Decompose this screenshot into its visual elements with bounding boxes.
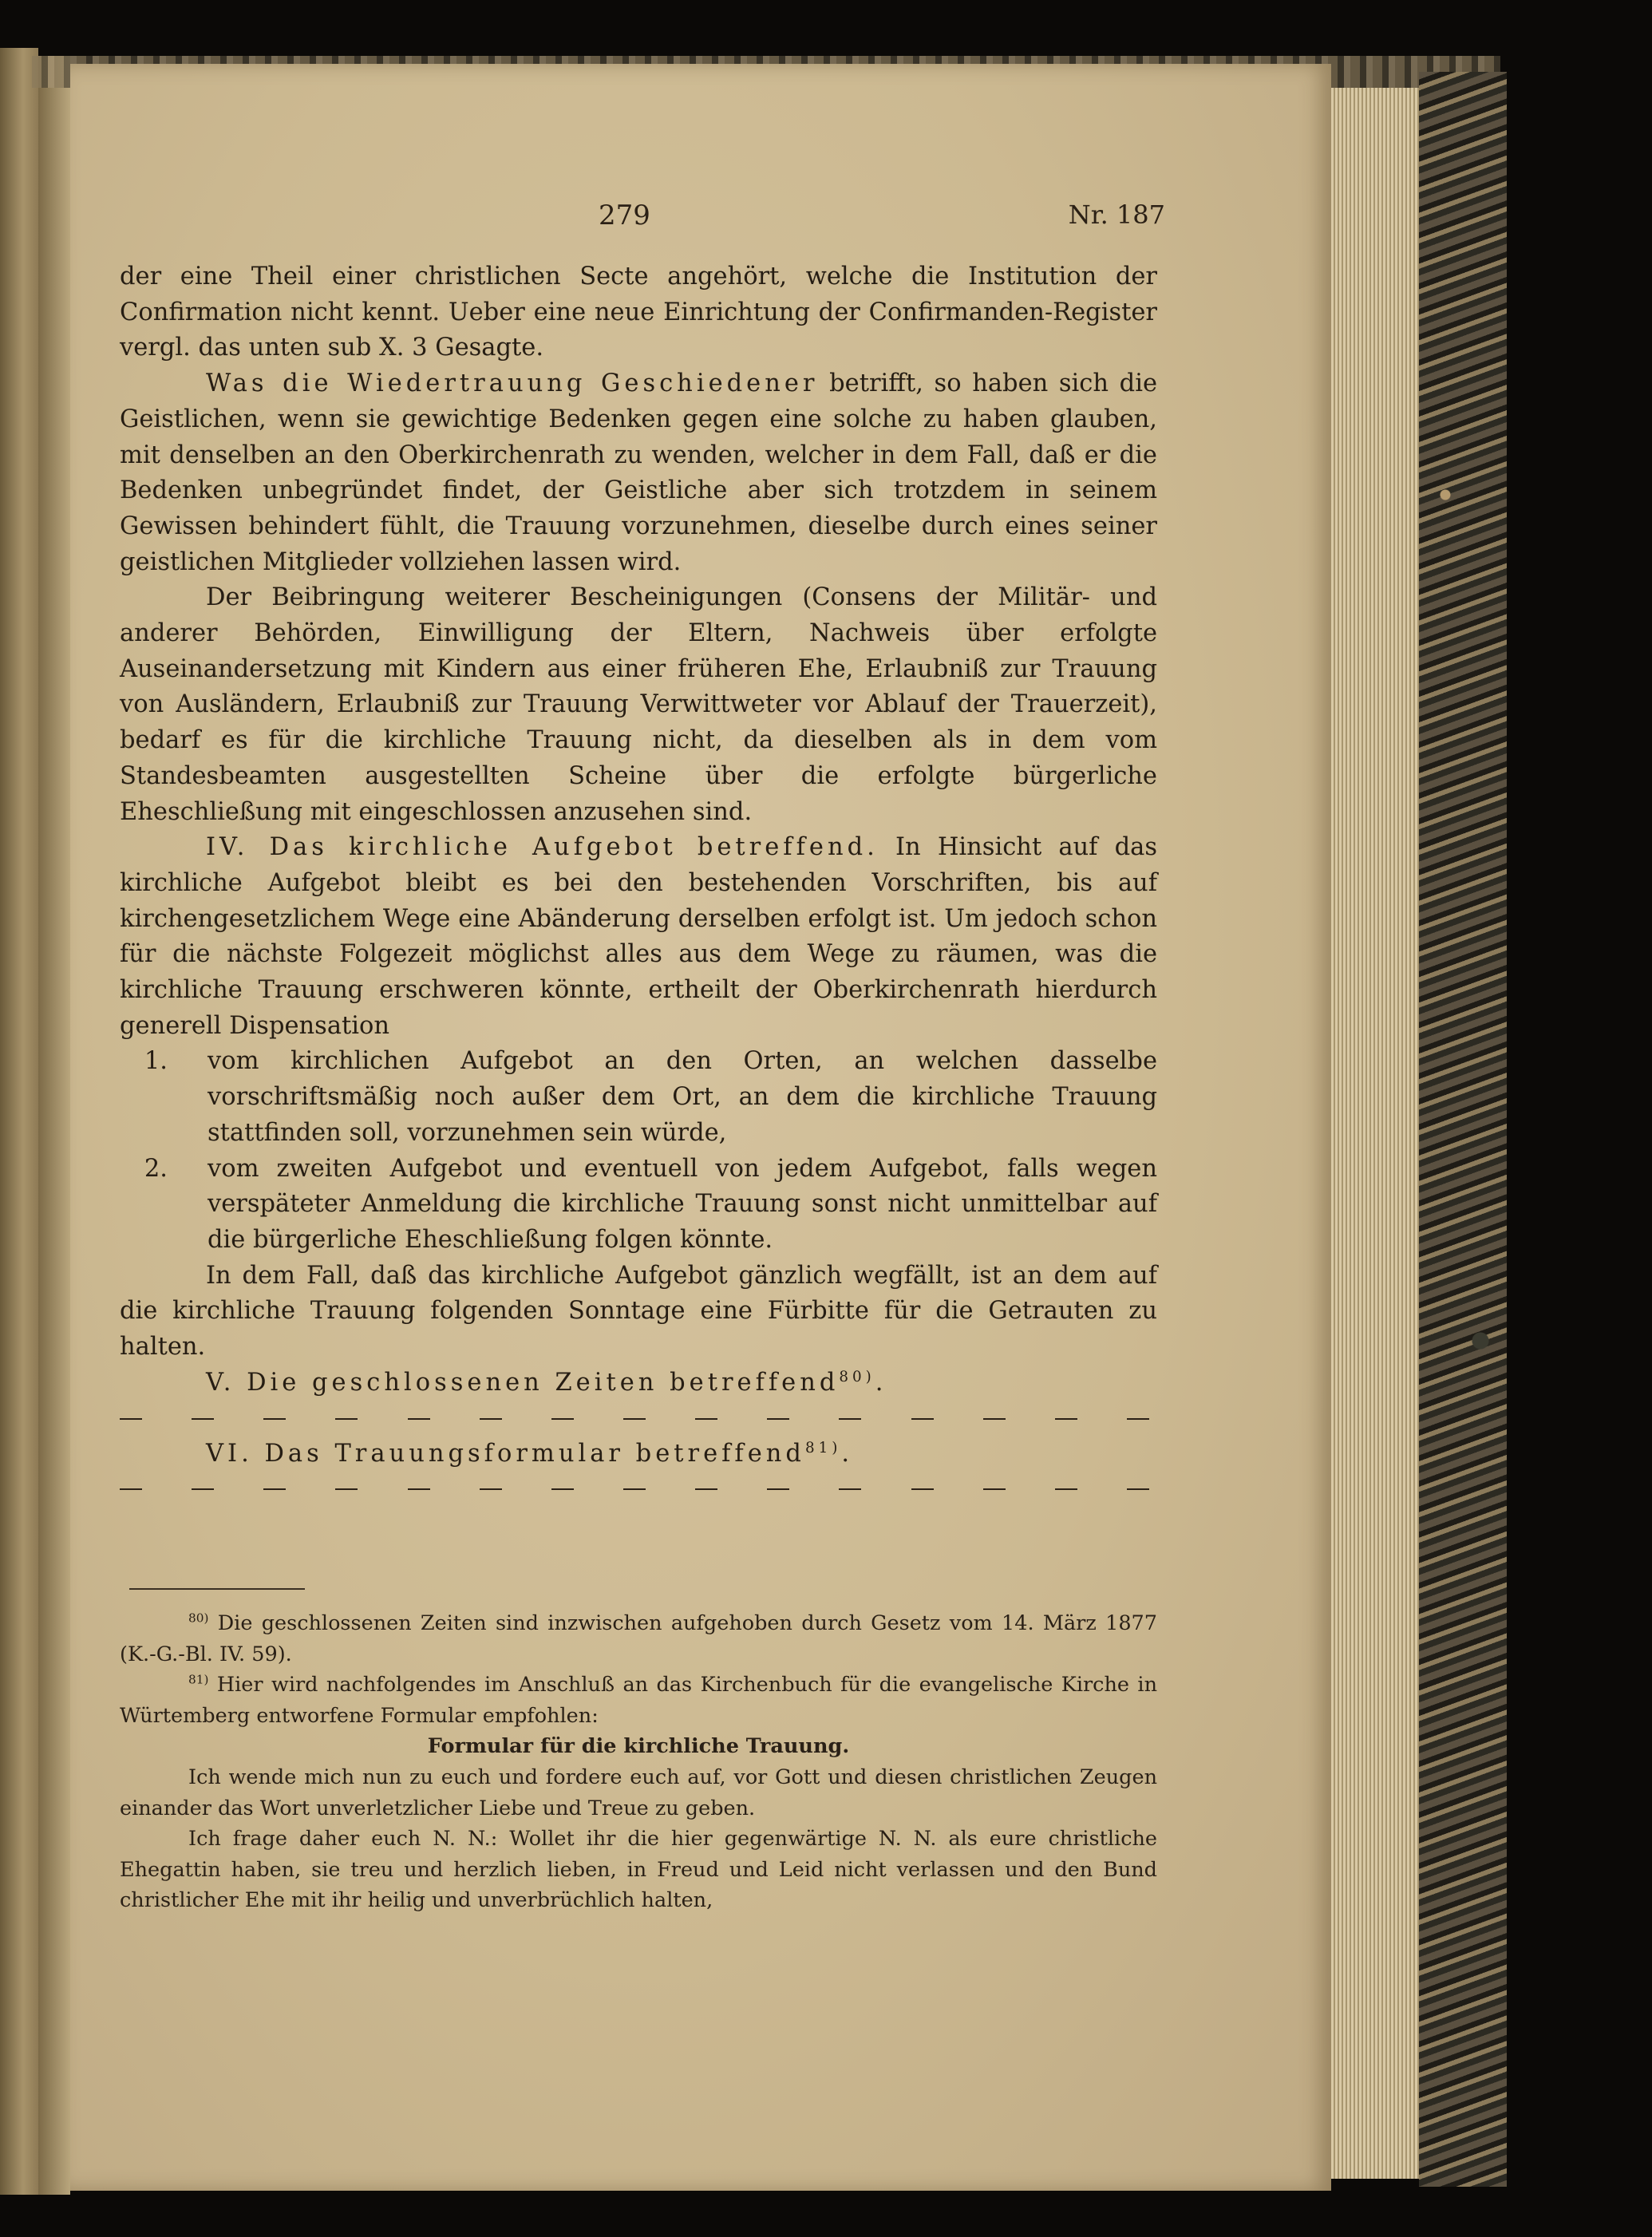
heading-text: VI. Das Trauungsformular betreffend [206, 1439, 805, 1468]
dash-separator [120, 1472, 1157, 1507]
paragraph-text: betrifft, so haben sich die Geistlichen, wenn sie gewichtige Bedenken gegen eine solche zu haben glauben, mit denselben an den Oberkirchenrath zu wenden, welcher in dem Fall, daß er die Bedenken unbegründet findet, der Geistliche aber sich trotzdem in seinem Gewissen behindert fühlt, die Trauung vorzunehmen, dieselbe durch eines seiner geistlichen Mitglieder vollziehen lassen wird. [120, 370, 1158, 576]
section-heading-iv: IV. Das kirchliche Aufgebot betreffend. [206, 833, 879, 862]
paragraph-confirmation: der eine Theil einer christlichen Secte angehört, welche die Institution der Confirmation nicht kennt. Ueber eine neue Einrichtung der Confirmanden-Register vergl. das unten sub X. 3 Gesagte. [120, 263, 1157, 362]
section-heading-vi: VI. Das Trauungsformular betreffend$^{81)}$. [206, 1439, 854, 1468]
footnote-text: Hier wird nachfolgendes im Anschluß an das Kirchenbuch für die evangelische Kirche in Würtemberg entworfene Formular empfohlen: [120, 1673, 1157, 1728]
emphasis-term: Was die Wiedertrauung Geschiedener [206, 370, 819, 398]
list-number: 2. [144, 1154, 168, 1183]
footnote-rule [129, 1588, 305, 1590]
list-text: vom zweiten Aufgebot und eventuell von jedem Aufgebot, falls wegen verspäteter Anmeldung die kirchliche Trauung sonst nicht unmittelbar auf die bürgerliche Eheschließung folgen könnte. [207, 1154, 1157, 1254]
heading-text: V. Die geschlossenen Zeiten betreffend [206, 1368, 840, 1397]
list-text: vom kirchlichen Aufgebot an den Orten, an welchen dasselbe vorschriftsmäßig noch außer dem Ort, an dem die kirchliche Trauung stattfinden soll, vorzunehmen sein würde, [207, 1047, 1157, 1147]
footnotes [120, 1608, 1157, 1916]
section-number: Nr. 187 [1068, 200, 1165, 230]
page-header [120, 200, 1165, 239]
footnote-81 [120, 1670, 1157, 1731]
section-heading-v: V. Die geschlossenen Zeiten betreffend$^{80)}$. [206, 1368, 887, 1397]
dash-separator [120, 1401, 1157, 1437]
footnote-ref: 80) [839, 1368, 875, 1385]
footnote-mark: 81) [188, 1672, 209, 1687]
list-item [120, 1152, 1157, 1259]
footnote-80 [120, 1608, 1157, 1670]
page-stack-edges [1331, 88, 1419, 2179]
paragraph-wiedertrauung [120, 366, 1157, 580]
main-text [120, 259, 1157, 1507]
paragraph-aufgebot [120, 830, 1157, 1044]
footnote-text: Die geschlossenen Zeiten sind inzwischen aufgehoben durch Gesetz vom 14. März 1877 (K.-G.-Bl. IV. 59). [120, 1611, 1157, 1666]
paragraph-bescheinigungen: Der Beibringung weiterer Bescheinigungen (Consens der Militär- und anderer Behörden, Einwilligung der Eltern, Nachweis über erfolgte Auseinandersetzung mit Kindern aus einer früheren Ehe, Erlaubniß zur Trauung von Ausländern, Erlaubniß zur Trauung Verwittweter vor Ablauf der Trauerzeit), bedarf es für die kirchliche Trauung nicht, da dieselben als in dem vom Standesbeamten ausgestellten Scheine über die erfolgte bürgerliche Eheschließung mit eingeschlossen anzusehen sind. [120, 583, 1157, 826]
formula-paragraph: Ich frage daher euch N. N.: Wollet ihr die hier gegenwärtige N. N. als eure christliche Ehegattin haben, sie treu und herzlich lieben, in Freud und Leid nicht verlassen und den Bund christlicher Ehe mit ihr heilig und unverbrüchlich halten, [120, 1827, 1157, 1913]
marbled-cover-board [1419, 72, 1507, 2187]
footnote-ref: 81) [804, 1439, 842, 1456]
paragraph-text: In Hinsicht auf das kirchliche Aufgebot bleibt es bei den bestehenden Vorschriften, bis auf kirchengesetzlichem Wege eine Abänderung derselben erfolgt ist. Um jedoch schon für die nächste Folgezeit möglichst alles aus dem Wege zu räumen, was die kirchliche Trauung erschweren könnte, ertheilt der Oberkirchenrath hierdurch generell Dispensation [120, 833, 1157, 1040]
formula-title: Formular für die kirchliche Trauung. [427, 1734, 850, 1759]
paragraph-fuerbitte: In dem Fall, daß das kirchliche Aufgebot gänzlich wegfällt, ist an dem auf die kirchliche Trauung folgenden Sonntage eine Fürbitte für die Getrauten zu halten. [120, 1261, 1157, 1362]
list-number: 1. [144, 1047, 168, 1076]
formula-paragraph: Ich wende mich nun zu euch und fordere euch auf, vor Gott und diesen christlichen Zeugen einander das Wort unverletzlicher Liebe und Treue zu geben. [120, 1765, 1157, 1820]
left-page-edge [0, 48, 38, 2195]
footnote-mark: 80) [188, 1611, 209, 1626]
page-number: 279 [599, 200, 650, 231]
book-gutter [38, 56, 70, 2195]
list-item [120, 1044, 1157, 1151]
